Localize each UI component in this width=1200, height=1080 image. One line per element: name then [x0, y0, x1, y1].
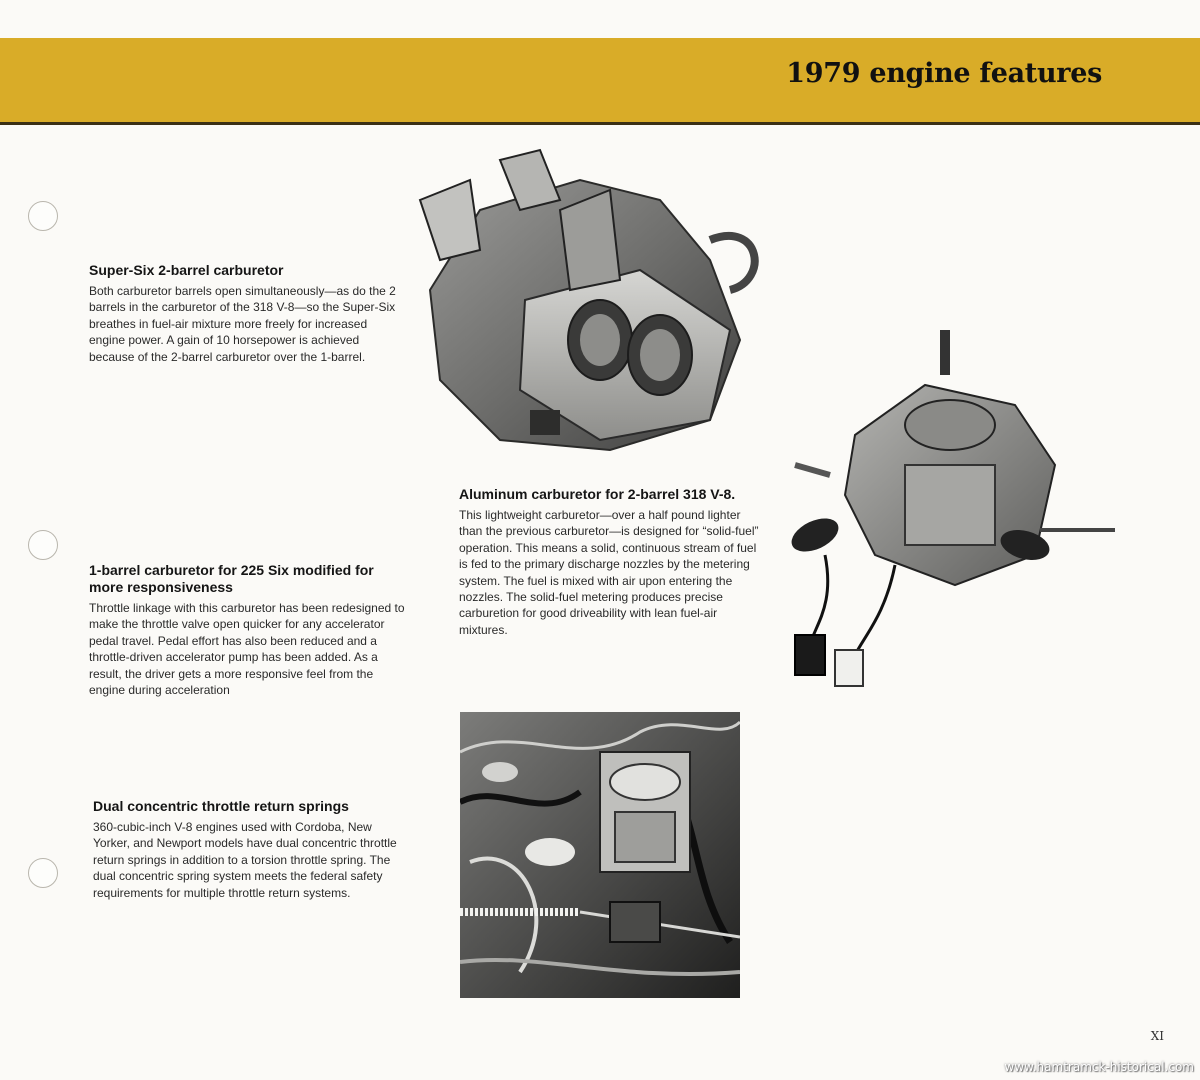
punch-hole-top [28, 201, 58, 231]
feature-body: 360-cubic-inch V-8 engines used with Cordoba, New Yorker, and Newport models have dual concentric throttle return springs in addition to a torsion throttle spring. The dual concentric spring system meets the federal safety requirements for multiple throttle return systems. [93, 820, 397, 900]
feature-aluminum-carburetor [459, 486, 761, 638]
header-band [0, 38, 1200, 125]
feature-one-barrel [89, 562, 409, 698]
feature-super-six [89, 262, 399, 365]
feature-title: Dual concentric throttle return springs [93, 798, 349, 814]
feature-title: Aluminum carburetor for 2-barrel 318 V-8. [459, 486, 736, 502]
feature-title: 1-barrel carburetor for 225 Six modified for more responsiveness [89, 562, 374, 595]
feature-body: This lightweight carburetor—over a half pound lighter than the previous carburetor—is designed for “solid-fuel” operation. This means a solid, continuous stream of fuel is fed to the primary discharge nozzles by the metering system. The fuel is mixed with air upon entering the nozzles. The solid-fuel metering produces precise carburetion for good driveability with lean fuel-air mixtures. [459, 508, 759, 637]
super-six-carburetor-photo [410, 140, 780, 460]
watermark: www.hamtramck-historical.com [1004, 1060, 1194, 1074]
engine-compartment-photo [460, 712, 740, 998]
aluminum-carburetor-photo [785, 325, 1125, 705]
punch-hole-bottom [28, 858, 58, 888]
page-title: 1979 engine features [786, 58, 1102, 89]
feature-body: Throttle linkage with this carburetor has been redesigned to make the throttle valve open quicker for any accelerator pedal travel. Pedal effort has also been reduced and a throttle-driven accelerator pump has been added. As a result, the driver gets a more responsive feel from the engine during acceleration [89, 601, 405, 698]
feature-body: Both carburetor barrels open simultaneously—as do the 2 barrels in the carburetor of the 318 V-8—so the Super-Six breathes in fuel-air mixture more freely for increased engine power. A gain of 10 horsepower is achieved because of the 2-barrel carburetor over the 1-barrel. [89, 284, 396, 364]
page-number: XI [1150, 1029, 1164, 1043]
punch-hole-middle [28, 530, 58, 560]
feature-title: Super-Six 2-barrel carburetor [89, 262, 284, 278]
feature-dual-springs [93, 798, 403, 901]
